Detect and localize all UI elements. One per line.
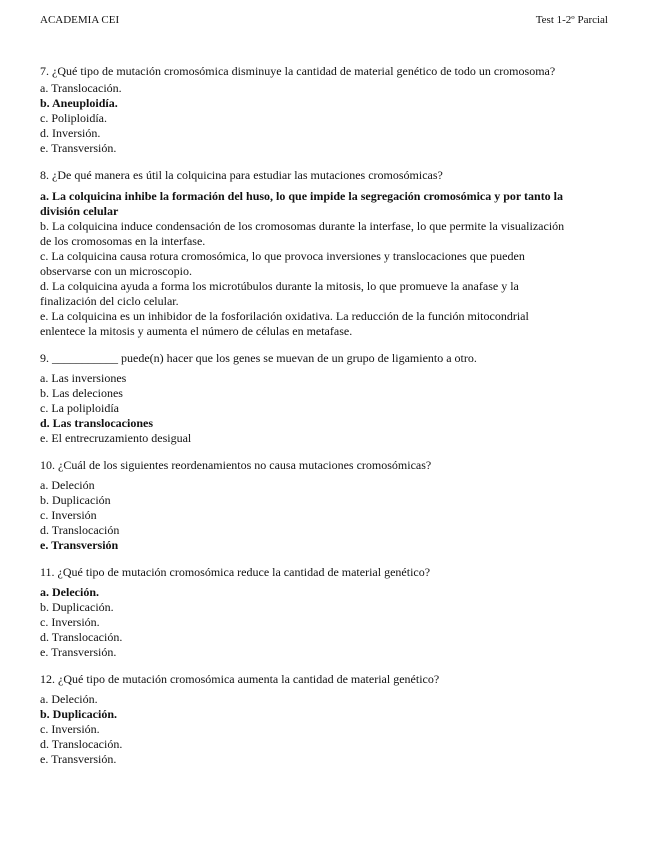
option-e: e. Transversión. (40, 752, 117, 766)
header-right: Test 1-2º Parcial (535, 14, 608, 26)
question-8 (40, 168, 576, 339)
question-9 (40, 351, 576, 446)
option-b-correct: b. Aneuploidía. (40, 96, 118, 110)
option-c: c. La colquicina causa rotura cromosómica, lo que provoca inversiones y translocaciones que pueden observarse con un microscopio. (40, 249, 525, 278)
option-b: b. Duplicación (40, 493, 111, 507)
option-b: b. La colquicina induce condensación de los cromosomas durante la interfase, lo que permite la visualización de los cromosomas en la interfase. (40, 219, 565, 248)
option-d: d. Translocación (40, 523, 120, 537)
question-12 (40, 672, 576, 767)
option-b: b. Duplicación. (40, 600, 114, 614)
option-d: d. Inversión. (40, 126, 101, 140)
question-10 (40, 458, 576, 553)
option-c: c. Inversión. (40, 615, 100, 629)
option-c: c. Inversión. (40, 722, 100, 736)
option-d-correct: d. Las translocaciones (40, 416, 154, 430)
option-a-correct: a. La colquicina inhibe la formación del huso, lo que impide la segregación cromosómica y por tanto la división celular (40, 189, 564, 218)
option-d: d. Translocación. (40, 630, 123, 644)
option-d: d. La colquicina ayuda a forma los microtúbulos durante la mitosis, lo que promueve la anafase y la finalización del ciclo celular. (40, 279, 519, 308)
question-text: 11. ¿Qué tipo de mutación cromosómica reduce la cantidad de material genético? (40, 565, 431, 579)
question-text: 10. ¿Cuál de los siguientes reordenamientos no causa mutaciones cromosómicas? (40, 458, 432, 472)
question-text: 9. ___________ puede(n) hacer que los genes se muevan de un grupo de ligamiento a otro. (40, 351, 477, 365)
option-e: e. Transversión. (40, 645, 117, 659)
option-a: a. Las inversiones (40, 371, 127, 385)
option-c: c. Poliploidía. (40, 111, 107, 125)
option-e: e. Transversión. (40, 141, 117, 155)
question-text: 7. ¿Qué tipo de mutación cromosómica disminuye la cantidad de material genético de todo un cromosoma? (40, 64, 556, 78)
option-a: a. Deleción (40, 478, 95, 492)
option-a: a. Deleción. (40, 692, 98, 706)
question-list (40, 64, 576, 779)
option-b-correct: b. Duplicación. (40, 707, 118, 721)
header-left: ACADEMIA CEI (40, 14, 120, 26)
question-text: 8. ¿De qué manera es útil la colquicina para estudiar las mutaciones cromosómicas? (40, 168, 443, 182)
question-7 (40, 64, 576, 156)
option-a-correct: a. Deleción. (40, 585, 99, 599)
question-text: 12. ¿Qué tipo de mutación cromosómica aumenta la cantidad de material genético? (40, 672, 440, 686)
option-c: c. Inversión (40, 508, 97, 522)
option-d: d. Translocación. (40, 737, 123, 751)
option-e: e. La colquicina es un inhibidor de la fosforilación oxidativa. La reducción de la función mitocondrial enlentece la mitosis y aumenta el número de células en metafase. (40, 309, 529, 338)
option-b: b. Las deleciones (40, 386, 123, 400)
option-e-correct: e. Transversión (40, 538, 119, 552)
option-a: a. Translocación. (40, 81, 122, 95)
question-11 (40, 565, 576, 660)
option-c: c. La poliploidía (40, 401, 119, 415)
option-e: e. El entrecruzamiento desigual (40, 431, 192, 445)
